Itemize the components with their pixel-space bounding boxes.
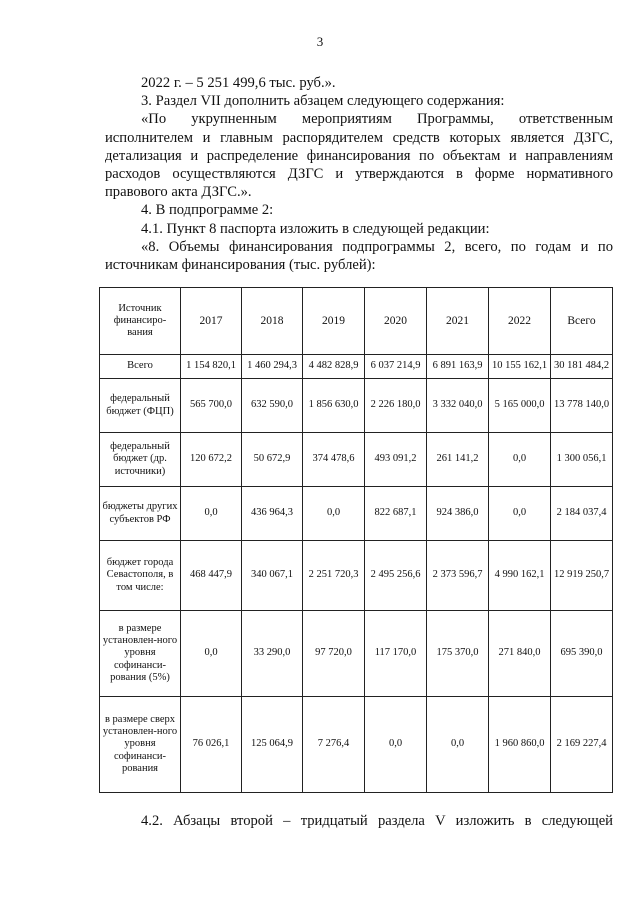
table-cell: 1 960 860,0 [489, 697, 551, 793]
table-header-2017: 2017 [181, 288, 242, 355]
table-row [100, 355, 613, 379]
table-cell: 0,0 [489, 487, 551, 541]
table-cell: 340 067,1 [242, 541, 303, 611]
table-cell: 2 495 256,6 [365, 541, 427, 611]
table-cell-source: федеральный бюджет (ФЦП) [100, 379, 181, 433]
table-cell-source: бюджеты других субъектов РФ [100, 487, 181, 541]
table-cell: 2 226 180,0 [365, 379, 427, 433]
table-header-2022: 2022 [489, 288, 551, 355]
table-cell: 5 165 000,0 [489, 379, 551, 433]
table-row [100, 697, 613, 793]
table-cell: 4 482 828,9 [303, 355, 365, 379]
table-cell: 468 447,9 [181, 541, 242, 611]
paragraph-item-4-2: 4.2. Абзацы второй – тридцатый раздела V изложить в следующей [141, 813, 613, 829]
table-cell: 1 460 294,3 [242, 355, 303, 379]
table-cell: 0,0 [489, 433, 551, 487]
table-cell: 493 091,2 [365, 433, 427, 487]
table-header-total: Всего [551, 288, 613, 355]
table-header-2020: 2020 [365, 288, 427, 355]
table-cell: 261 141,2 [427, 433, 489, 487]
table-cell: 436 964,3 [242, 487, 303, 541]
table-cell: 1 154 820,1 [181, 355, 242, 379]
table-cell: 76 026,1 [181, 697, 242, 793]
table-cell: 117 170,0 [365, 611, 427, 697]
paragraph-item-4-1: 4.1. Пункт 8 паспорта изложить в следующей редакции: [141, 220, 490, 237]
table-cell: 120 672,2 [181, 433, 242, 487]
table-cell: 0,0 [181, 487, 242, 541]
table-cell-source: бюджет города Севастополя, в том числе: [100, 541, 181, 611]
paragraph-continuation: 2022 г. – 5 251 499,6 тыс. руб.». [141, 75, 336, 91]
table-cell: 271 840,0 [489, 611, 551, 697]
table-cell: 10 155 162,1 [489, 355, 551, 379]
table-header-row [100, 288, 613, 355]
table-cell: 695 390,0 [551, 611, 613, 697]
table-cell: 0,0 [181, 611, 242, 697]
table-cell: 374 478,6 [303, 433, 365, 487]
document-body [105, 74, 613, 274]
table-cell: 2 373 596,7 [427, 541, 489, 611]
table-cell: 0,0 [365, 697, 427, 793]
table-cell: 125 064,9 [242, 697, 303, 793]
table-cell: 0,0 [303, 487, 365, 541]
table-cell: 50 672,9 [242, 433, 303, 487]
table-header-2021: 2021 [427, 288, 489, 355]
table-cell: 2 184 037,4 [551, 487, 613, 541]
table-cell-source: федеральный бюджет (др. источники) [100, 433, 181, 487]
table-cell: 6 891 163,9 [427, 355, 489, 379]
table-cell: 1 300 056,1 [551, 433, 613, 487]
table-cell: 3 332 040,0 [427, 379, 489, 433]
table-cell: 0,0 [427, 697, 489, 793]
paragraph-quote: «По укрупненным мероприятиям Программы, ответственным исполнителем и главным распорядителем средств которых является ДЗГС, детализация и распределение финансирования по объектам и направлениям расходов осуществляются ДЗГС и утверждаются в форме нормативного правового акта ДЗГС.». [105, 111, 613, 201]
table-cell: 13 778 140,0 [551, 379, 613, 433]
table-cell: 175 370,0 [427, 611, 489, 697]
table-cell: 2 251 720,3 [303, 541, 365, 611]
table-cell-source: в размере установлен-ного уровня софинанси-рования (5%) [100, 611, 181, 697]
table-row [100, 611, 613, 697]
table-cell: 822 687,1 [365, 487, 427, 541]
table-cell: 924 386,0 [427, 487, 489, 541]
table-cell-source: в размере сверх установлен-ного уровня софинанси-рования [100, 697, 181, 793]
table-header-2019: 2019 [303, 288, 365, 355]
table-cell: 4 990 162,1 [489, 541, 551, 611]
table-cell: 6 037 214,9 [365, 355, 427, 379]
table-row [100, 433, 613, 487]
paragraph-section-vii: 3. Раздел VII дополнить абзацем следующего содержания: [141, 93, 505, 110]
table-cell-source: Всего [100, 355, 181, 379]
table-cell: 632 590,0 [242, 379, 303, 433]
table-header-source: Источник финансиро-вания [100, 288, 181, 355]
table-cell: 565 700,0 [181, 379, 242, 433]
table-row [100, 487, 613, 541]
paragraph-item-8: «8. Объемы финансирования подпрограммы 2, всего, по годам и по источникам финансирования (тыс. рублей): [105, 238, 613, 274]
table-cell: 2 169 227,4 [551, 697, 613, 793]
table-row [100, 379, 613, 433]
table-cell: 97 720,0 [303, 611, 365, 697]
table-cell: 12 919 250,7 [551, 541, 613, 611]
table-row [100, 541, 613, 611]
paragraph-subprogram-2: 4. В подпрограмме 2: [141, 202, 274, 219]
page-number: 3 [316, 34, 324, 49]
table-header-2018: 2018 [242, 288, 303, 355]
table-cell: 33 290,0 [242, 611, 303, 697]
table-cell: 7 276,4 [303, 697, 365, 793]
financing-table [99, 287, 613, 793]
table-cell: 1 856 630,0 [303, 379, 365, 433]
table-cell: 30 181 484,2 [551, 355, 613, 379]
